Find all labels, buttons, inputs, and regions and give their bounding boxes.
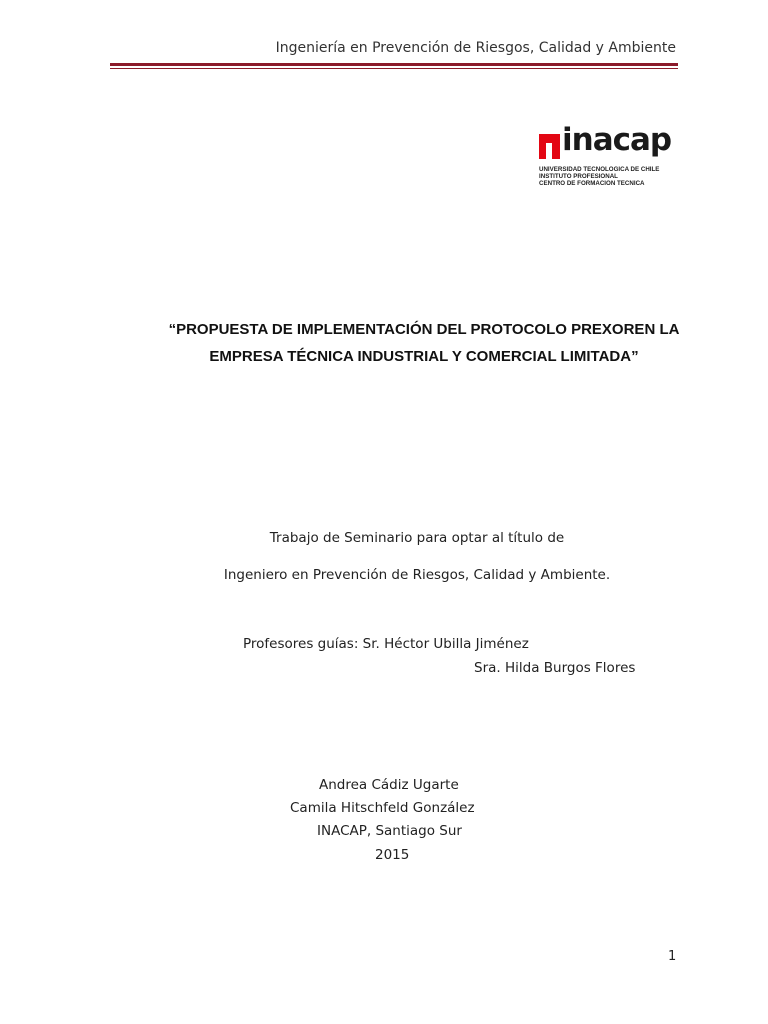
document-title xyxy=(110,316,738,370)
header-rule-thick xyxy=(110,63,678,66)
year: 2015 xyxy=(375,847,410,863)
seminar-line-1: Trabajo de Seminario para optar al título de xyxy=(269,530,565,546)
title-line-1: “PROPUESTA DE IMPLEMENTACIÓN DEL PROTOCOLO PREXOREN LA xyxy=(168,321,680,338)
author-2: Camila Hitschfeld González xyxy=(290,800,475,816)
logo-wordmark: inacap xyxy=(562,122,672,158)
author-1: Andrea Cádiz Ugarte xyxy=(319,777,459,793)
title-line-2: EMPRESA TÉCNICA INDUSTRIAL Y COMERCIAL LIMITADA” xyxy=(209,348,639,365)
logo-subtitle xyxy=(539,166,659,187)
logo-subtitle-line: INSTITUTO PROFESIONAL xyxy=(539,173,618,180)
logo-subtitle-line: CENTRO DE FORMACION TECNICA xyxy=(539,180,645,187)
professors-line: Profesores guías: Sr. Héctor Ubilla Jiménez xyxy=(243,636,529,652)
logo-subtitle-line: UNIVERSIDAD TECNOLOGICA DE CHILE xyxy=(539,166,660,173)
header-rule-thin xyxy=(110,68,678,69)
institution: INACAP, Santiago Sur xyxy=(317,823,462,839)
page-number: 1 xyxy=(668,949,677,964)
running-header: Ingeniería en Prevención de Riesgos, Calidad y Ambiente xyxy=(275,40,676,56)
inacap-logo-mark-icon xyxy=(539,134,560,159)
inacap-logo xyxy=(539,122,672,190)
professor-second: Sra. Hilda Burgos Flores xyxy=(474,660,636,676)
seminar-line-2: Ingeniero en Prevención de Riesgos, Calidad y Ambiente. xyxy=(223,567,611,583)
